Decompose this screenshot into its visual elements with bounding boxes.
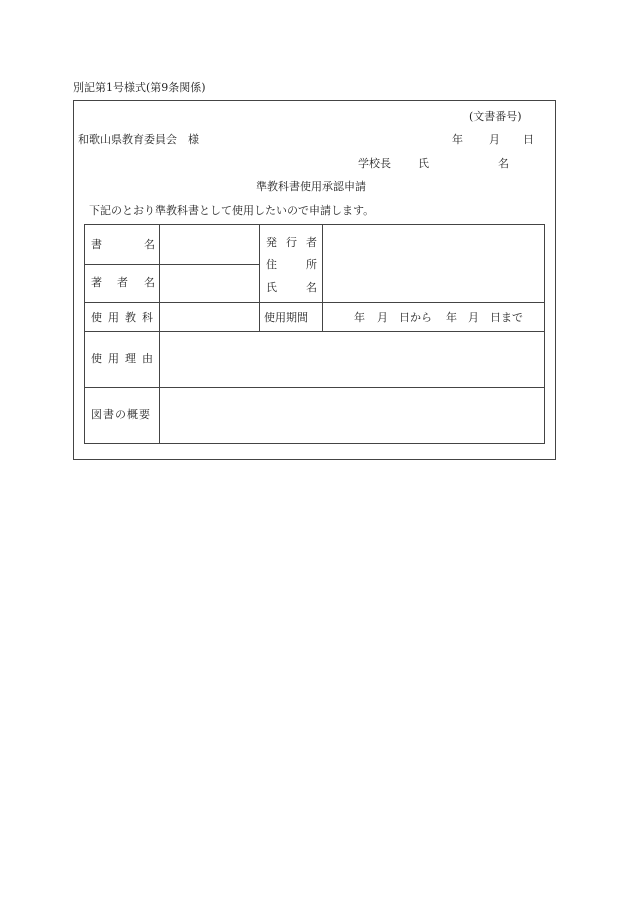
period-start-day: 日から <box>399 311 432 324</box>
table-border-bottom <box>84 443 545 444</box>
document-number: (文書番号) <box>469 110 522 123</box>
label-address-2: 所 <box>306 258 317 271</box>
label-subject-1: 使 <box>91 311 102 324</box>
label-reason-4: 由 <box>142 352 153 365</box>
label-reason-1: 使 <box>91 352 102 365</box>
period-end-day: 日まで <box>490 311 523 324</box>
label-reason-2: 用 <box>108 352 119 365</box>
label-publisher-1: 発 <box>266 236 277 249</box>
label-book-name-1: 書 <box>91 238 102 251</box>
label-address-1: 住 <box>266 258 277 271</box>
table-border-right <box>544 224 545 444</box>
date-year: 年 <box>452 133 463 146</box>
row-divider-overview <box>84 387 545 388</box>
table-border-top <box>84 224 545 225</box>
label-book-name-2: 名 <box>144 238 155 251</box>
form-title: 準教科書使用承認申請 <box>256 180 366 193</box>
form-label: 別記第1号様式(第9条関係) <box>73 81 206 94</box>
row-divider-subject <box>84 302 545 303</box>
table-border-left <box>84 224 85 444</box>
column-divider-middle <box>259 224 260 332</box>
period-end-year: 年 <box>446 311 457 324</box>
row-divider-book-author <box>84 264 259 265</box>
label-subject-3: 教 <box>125 311 136 324</box>
date-month: 月 <box>489 133 500 146</box>
label-author-1: 著 <box>91 276 102 289</box>
label-overview: 図書の概要 <box>91 408 151 421</box>
period-start-month: 月 <box>377 311 388 324</box>
label-publisher-name-1: 氏 <box>266 281 277 294</box>
label-author-2: 者 <box>117 276 128 289</box>
label-publisher-name-2: 名 <box>306 281 317 294</box>
label-publisher-3: 者 <box>306 236 317 249</box>
label-reason-3: 理 <box>125 352 136 365</box>
label-subject-4: 科 <box>142 311 153 324</box>
column-divider-label <box>159 224 160 444</box>
label-subject-2: 用 <box>108 311 119 324</box>
addressee: 和歌山県教育委員会 様 <box>78 133 199 146</box>
label-author-3: 名 <box>144 276 155 289</box>
period-start-year: 年 <box>354 311 365 324</box>
period-end-month: 月 <box>468 311 479 324</box>
row-divider-reason <box>84 331 545 332</box>
label-period: 使用期間 <box>264 311 308 324</box>
column-divider-right-label <box>322 224 323 332</box>
applicant-name: 名 <box>498 157 509 170</box>
applicant-surname: 氏 <box>418 157 429 170</box>
date-day: 日 <box>523 133 534 146</box>
applicant-title: 学校長 <box>358 157 391 170</box>
label-publisher-2: 行 <box>286 236 297 249</box>
intro-text: 下記のとおり準教科書として使用したいので申請します。 <box>89 204 375 217</box>
